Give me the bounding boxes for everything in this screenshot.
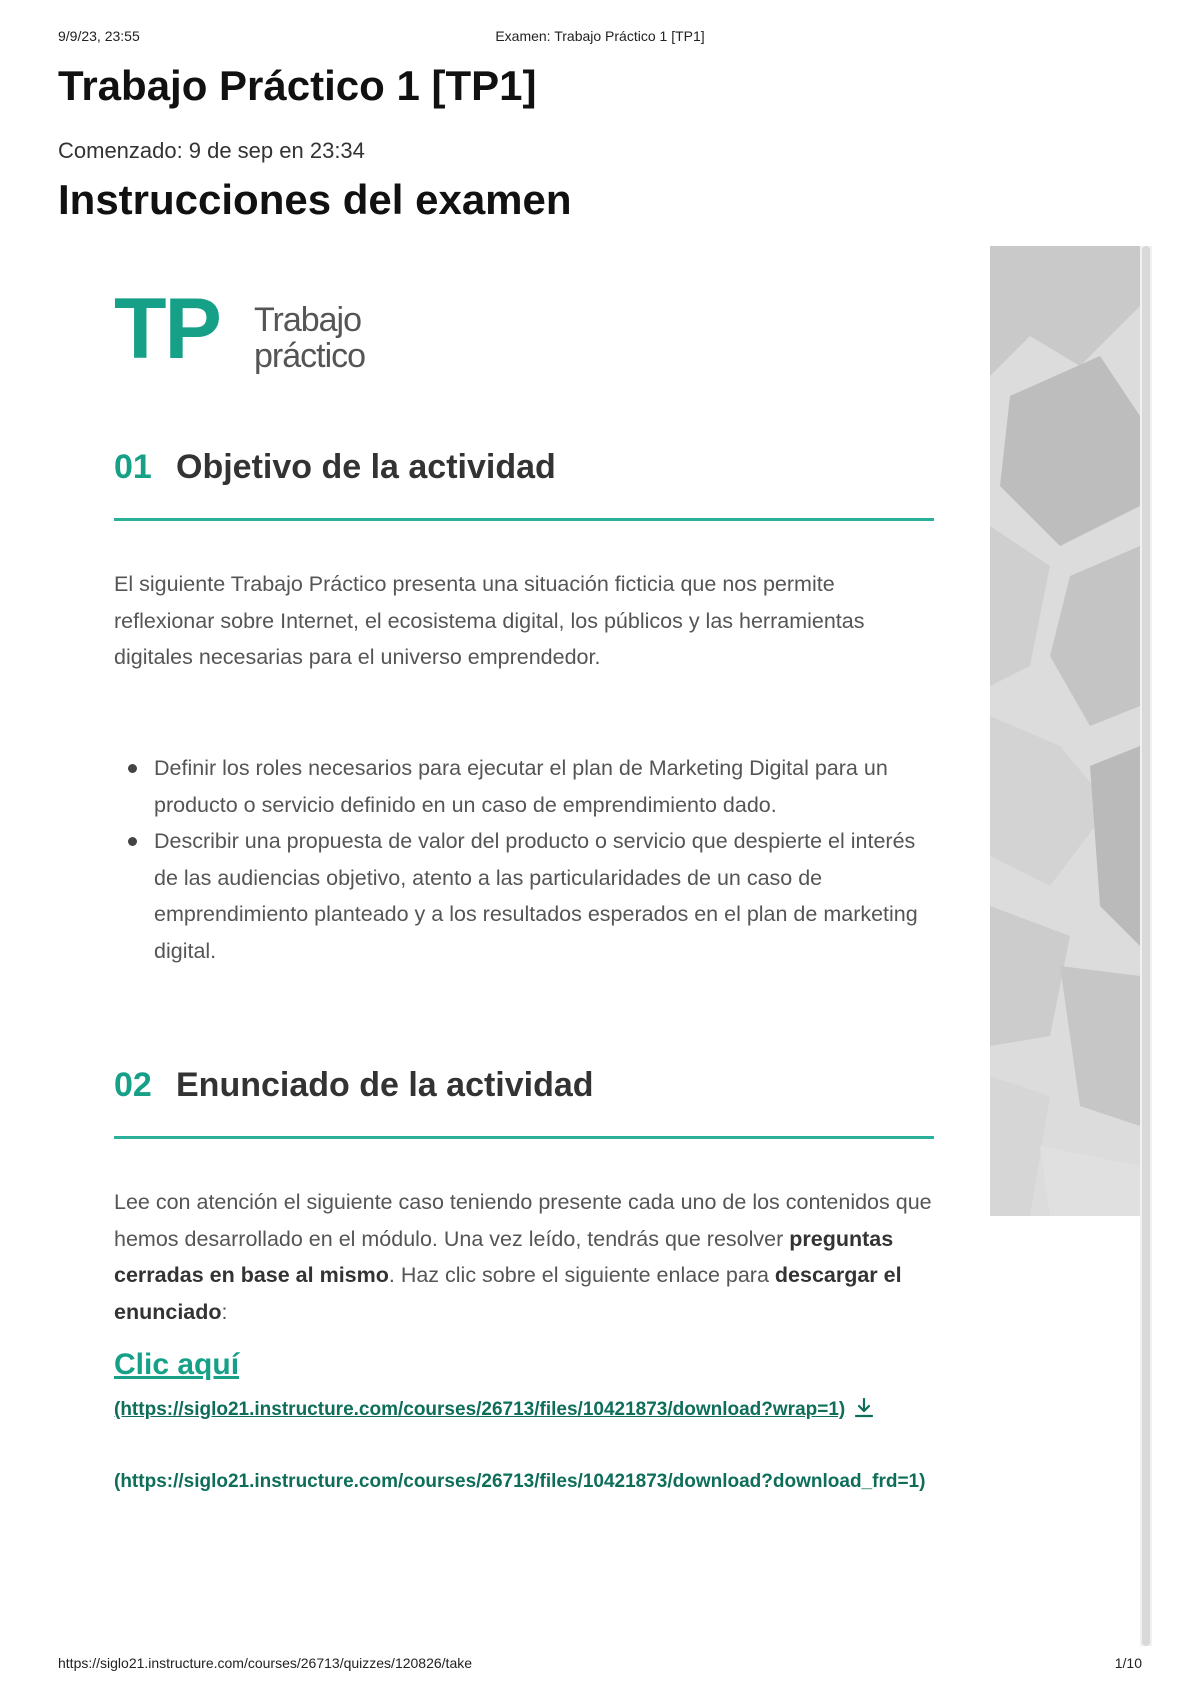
download-link-clic-aqui[interactable]: Clic aquí	[114, 1348, 240, 1381]
print-datetime: 9/9/23, 23:55	[58, 28, 140, 44]
objectives-list	[114, 750, 934, 969]
section-2-bold-2: descargar el enunciado	[114, 1263, 902, 1324]
tp-logo	[114, 281, 414, 380]
objective-item: Definir los roles necesarios para ejecutar el plan de Marketing Digital para un producto o servicio definido en un caso de emprendimiento dado.	[114, 750, 934, 823]
print-doc-title: Examen: Trabajo Práctico 1 [TP1]	[495, 28, 705, 44]
section-2-text-3: :	[221, 1299, 228, 1324]
section-1-heading	[114, 448, 934, 521]
section-2-bold-1: preguntas cerradas en base al mismo	[114, 1226, 894, 1287]
page-title: Trabajo Práctico 1 [TP1]	[58, 62, 537, 109]
objective-item: Describir una propuesta de valor del producto o servicio que despierte el interés de las audiencias objetivo, atento a las particularidades de un caso de emprendimiento planteado y a los resultados esperados en el plan de marketing digital.	[114, 823, 934, 969]
section-2-title: Enunciado de la actividad	[176, 1066, 594, 1104]
section-1-paragraph: El siguiente Trabajo Práctico presenta una situación ficticia que nos permite reflexionar sobre Internet, el ecosistema digital, los públicos y las herramientas digitales necesarias para el universo emprendedor.	[114, 572, 865, 669]
section-2-number: 02	[114, 1066, 152, 1104]
print-footer-url: https://siglo21.instructure.com/courses/26713/quizzes/120826/take	[58, 1655, 473, 1671]
section-1-title: Objetivo de la actividad	[176, 448, 556, 486]
section-2-text-2: . Haz clic sobre el siguiente enlace para	[388, 1263, 775, 1287]
section-2-text-1: Lee con atención el siguiente caso teniendo presente cada uno de los contenidos que hemos desarrollado en el módulo. Una vez leído, tendrás que resolver	[114, 1190, 932, 1251]
started-info	[58, 138, 365, 164]
print-header	[58, 28, 1142, 48]
download-icon[interactable]	[853, 1397, 875, 1419]
tp-logo-letters: TP	[114, 281, 220, 377]
started-value: 9 de sep en 23:34	[188, 138, 365, 163]
section-2-heading	[114, 1066, 934, 1139]
download-link-direct[interactable]: (https://siglo21.instructure.com/courses/26713/files/10421873/download?download_frd=1)	[114, 1471, 926, 1492]
scrollbar[interactable]	[1140, 246, 1152, 1646]
instructions-title: Instrucciones del examen	[58, 176, 572, 223]
tp-logo-words	[254, 302, 365, 374]
download-link-wrap[interactable]	[114, 1392, 934, 1428]
decorative-side-image	[990, 246, 1140, 1216]
started-label: Comenzado:	[58, 138, 183, 163]
scrollbar-thumb[interactable]	[1142, 246, 1150, 1646]
section-2-paragraph	[114, 1184, 934, 1330]
tp-logo-word-1: Trabajo	[254, 301, 362, 339]
print-footer	[58, 1655, 1142, 1675]
tp-logo-word-2: práctico	[254, 337, 366, 375]
page-number: 1/10	[1114, 1655, 1142, 1671]
section-1-number: 01	[114, 448, 152, 486]
download-url-wrap[interactable]: (https://siglo21.instructure.com/courses/26713/files/10421873/download?wrap=1)	[114, 1399, 846, 1420]
